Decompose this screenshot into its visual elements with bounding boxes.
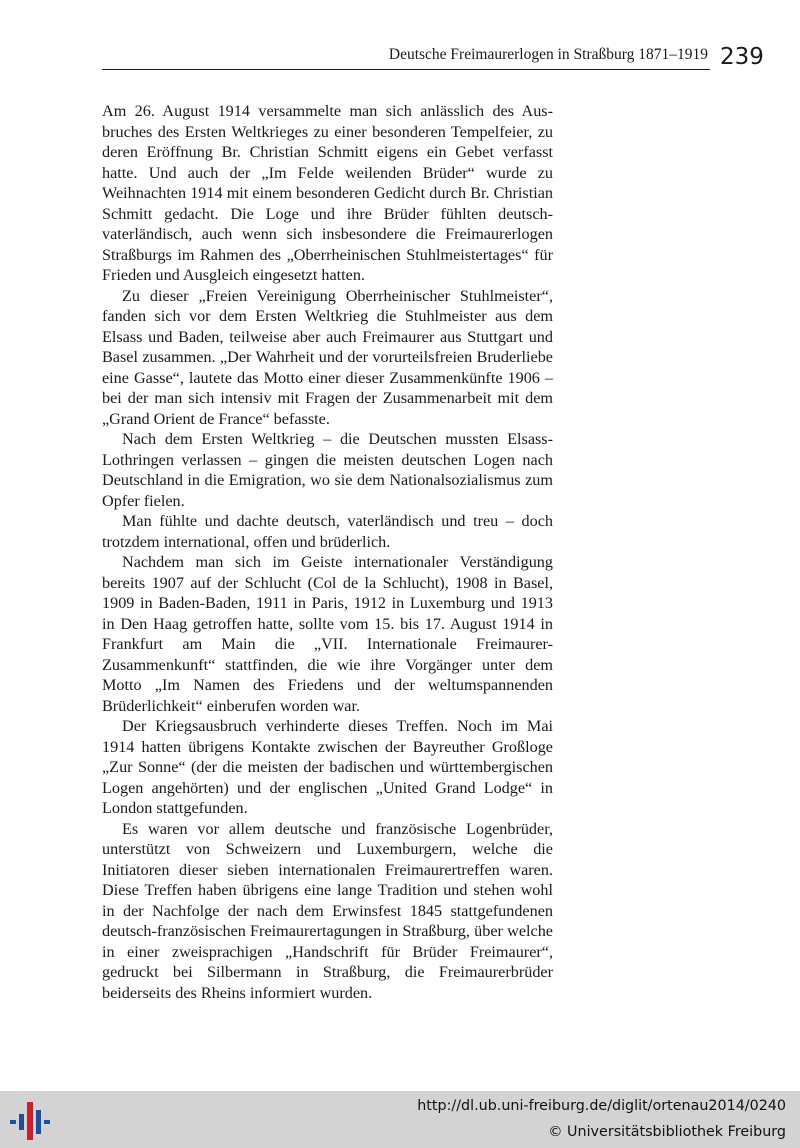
paragraph-4: Man fühlte und dachte deutsch, vaterländisch und treu – doch trotzdem international, offen und brüderlich. (102, 512, 553, 551)
ub-freiburg-logo-icon (10, 1100, 54, 1142)
body-text (102, 101, 553, 1003)
paragraph-3: Nach dem Ersten Weltkrieg – die Deutschen mussten Elsass-Lothringen verlassen – gingen die meisten deutschen Logen nach Deutschland in die Emigration, wo sie dem Nationalsozialismus zum Opfer fielen. (102, 430, 553, 510)
running-title: Deutsche Freimaurerlogen in Straßburg 1871–1919 (388, 46, 708, 63)
footer-url-link[interactable]: http://dl.ub.uni-freiburg.de/diglit/ortenau2014/0240 (417, 1098, 786, 1114)
paragraph-2: Zu dieser „Freien Vereinigung Oberrheinischer Stuhlmeister“, fanden sich vor dem Ersten Weltkrieg die Stuhlmeister aus dem Elsass und Baden, teilweise aber auch Freimaurer aus Stuttgart und Basel zusammen. „Der Wahrheit und der vorurteilsfreien Bruderliebe eine Gasse“, lautete das Motto einer dieser Zusammenkünfte 1906 – bei der man sich intensiv mit Fragen der Zusammenarbeit mit dem „Grand Orient de France“ befasste. (102, 286, 553, 428)
page-number: 239 (720, 44, 764, 70)
paragraph-1: Am 26. August 1914 versammelte man sich anlässlich des Ausbruches des Ersten Weltkrieges zu einer besonderen Tempelfeier, zu deren Eröffnung Br. Christian Schmitt eigens ein Gebet verfasst hatte. Und auch der „Im Felde weilenden Brüder“ wurde zu Weihnachten 1914 mit einem besonderen Gedicht durch Br. Christian Schmitt gedacht. Die Loge und ihre Brüder fühlten deutsch-vaterländisch, auch wenn sich insbesondere die Freimaurerlogen Straßburgs im Rahmen des „Oberrheinischen Stuhlmeistertages“ für Frieden und Ausgleich eingesetzt hatten. (102, 102, 553, 284)
paragraph-7: Es waren vor allem deutsche und französische Logenbrüder, unterstützt von Schweizern und Luxemburgern, welche die Initiatoren dieser sieben internationalen Freimaurertreffen waren. Diese Treffen haben übrigens eine lange Tradition und stehen wohl in der Nachfolge der nach dem Erwinsfest 1845 stattgefundenen deutsch-französischen Freimaurertagungen in Straßburg, über welche in einer zweisprachigen „Handschrift für Brüder Freimaurer“, gedruckt bei Silbermann in Straßburg, die Freimaurerbrüder beiderseits des Rheins informiert wurden. (102, 819, 553, 1002)
paragraph-6: Der Kriegsausbruch verhinderte dieses Treffen. Noch im Mai 1914 hatten übrigens Kontakte zwischen der Bayreuther Großloge „Zur Sonne“ (der die meisten der badischen und württembergischen Logen angehörten) und der englischen „United Grand Lodge“ in London stattgefunden. (102, 717, 553, 817)
header-rule (102, 69, 710, 70)
paragraph-5: Nachdem man sich im Geiste internationaler Verständigung bereits 1907 auf der Schlucht (Col de la Schlucht), 1908 in Basel, 1909 in Baden-Baden, 1911 in Paris, 1912 in Luxemburg und 1913 in Den Haag getroffen hatte, sollte vom 15. bis 17. August 1914 in Frankfurt am Main die „VII. Internationale Freimaurer-Zusammenkunft“ stattfinden, die wie ihre Vorgänger unter dem Motto „Im Namen des Friedens und der weltumspannenden Brüderlichkeit“ einberufen worden war. (102, 553, 553, 715)
footer-copyright: © Universitätsbibliothek Freiburg (548, 1124, 786, 1140)
